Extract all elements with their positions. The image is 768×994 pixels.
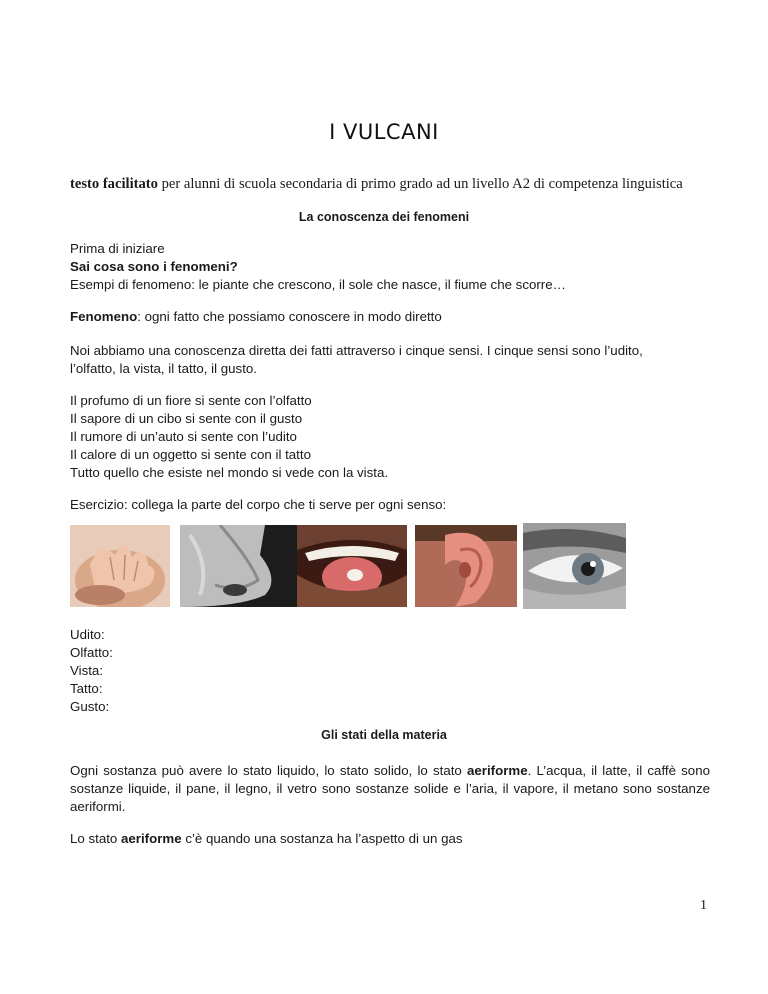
- eye-image: [523, 523, 626, 609]
- states-text-a: Ogni sostanza può avere lo stato liquido, lo stato solido, lo stato: [70, 763, 468, 778]
- match-label-gusto: Gusto:: [70, 699, 110, 714]
- aeriforme-definition: [70, 830, 463, 848]
- aeriforme-text-a: Lo stato: [70, 831, 122, 846]
- ear-image: [415, 525, 517, 607]
- definition-line: [70, 308, 442, 326]
- intro-line: Prima di iniziare: [70, 241, 165, 256]
- states-text-b: . L’acqua, il latte, il caffè sono sostanze liquide, il pane, il legno, il vetro sono sostanze solide e l’aria, il vapore, il metano sono sostanze aeriformi.: [70, 763, 710, 814]
- examples-line: Esempi di fenomeno: le piante che crescono, il sole che nasce, il fiume che scorre…: [70, 277, 566, 292]
- sense-line: Tutto quello che esiste nel mondo si vede con la vista.: [70, 465, 389, 480]
- page-title: I VULCANI: [329, 120, 439, 144]
- section-heading-fenomeni: La conoscenza dei fenomeni: [298, 210, 470, 224]
- sense-line: Il sapore di un cibo si sente con il gusto: [70, 411, 303, 426]
- page-number: 1: [700, 898, 707, 913]
- exercise-line: Esercizio: collega la parte del corpo che ti serve per ogni senso:: [70, 497, 447, 512]
- definition-term: Fenomeno: [70, 309, 138, 324]
- sense-line: Il profumo di un fiore si sente con l’olfatto: [70, 393, 312, 408]
- aeriforme-text-b: c’è quando una sostanza ha l’aspetto di un gas: [181, 831, 463, 846]
- definition-text: : ogni fatto che possiamo conoscere in modo diretto: [137, 309, 442, 324]
- match-label-vista: Vista:: [70, 663, 104, 678]
- states-bold-term: aeriforme: [467, 763, 528, 778]
- section-heading-stati: Gli stati della materia: [321, 728, 447, 742]
- subtitle-rest: per alunni di scuola secondaria di primo grado ad un livello A2 di competenza linguistica: [157, 176, 683, 192]
- match-label-olfatto: Olfatto:: [70, 645, 113, 660]
- subtitle-bold: testo facilitato: [70, 176, 158, 192]
- states-paragraph: [70, 762, 710, 816]
- sense-line: Il rumore di un’auto si sente con l’udito: [70, 429, 297, 444]
- senses-paragraph-line-1: Noi abbiamo una conoscenza diretta dei fatti attraverso i cinque sensi. I cinque sensi sono l’udito,: [70, 343, 643, 358]
- hand-image: [70, 525, 170, 607]
- nose-image: [180, 525, 297, 607]
- subtitle: [70, 176, 683, 193]
- match-label-tatto: Tatto:: [70, 681, 103, 696]
- senses-paragraph-line-2: l’olfatto, la vista, il tatto, il gusto.: [70, 361, 257, 376]
- question-line: Sai cosa sono i fenomeni?: [70, 259, 238, 274]
- mouth-tongue-image: [297, 525, 407, 607]
- aeriforme-bold-term: aeriforme: [121, 831, 182, 846]
- sense-line: Il calore di un oggetto si sente con il tatto: [70, 447, 311, 462]
- match-label-udito: Udito:: [70, 627, 105, 642]
